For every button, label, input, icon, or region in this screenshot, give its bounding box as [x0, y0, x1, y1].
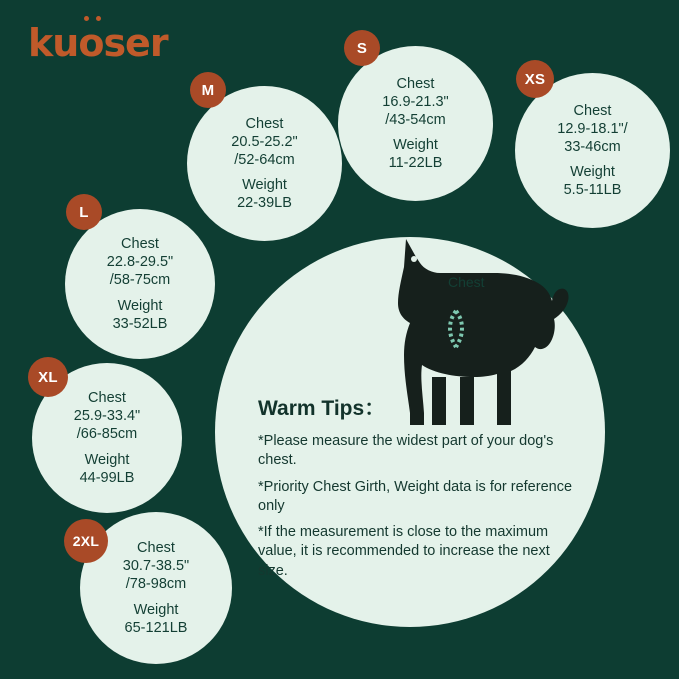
size-bubble-l-chest-cm: /58-75cm — [109, 272, 171, 289]
size-badge-xs — [516, 60, 554, 98]
size-bubble-2xl-chest-in: 30.7-38.5" — [122, 558, 190, 575]
size-bubble-xl-chest-in: 25.9-33.4" — [73, 408, 141, 425]
size-bubble-m — [187, 86, 342, 241]
size-badge-s-label: S — [356, 39, 368, 57]
size-bubble-s-weight: 11-22LB — [388, 155, 443, 172]
size-bubble-l — [65, 209, 215, 359]
size-bubble-2xl-chest-label: Chest — [137, 540, 175, 557]
size-badge-xl-label: XL — [38, 368, 58, 386]
chest-callout-label: Chest — [448, 274, 485, 290]
size-bubble-l-weight-label: Weight — [117, 297, 163, 314]
size-bubble-s-weight-label: Weight — [393, 137, 438, 154]
size-bubble-s-chest-label: Chest — [396, 75, 435, 92]
size-bubble-xs-chest-label: Chest — [573, 102, 612, 119]
size-badge-xl — [28, 357, 68, 397]
size-badge-m — [190, 72, 226, 108]
warm-tips-title: Warm Tips： — [258, 397, 386, 420]
brand-logo-text-3: ser — [103, 21, 168, 65]
size-bubble-s-chest-cm: /43-54cm — [385, 111, 446, 128]
size-bubble-s — [338, 46, 493, 201]
size-badge-2xl — [64, 519, 108, 563]
warm-tips-item: *Please measure the widest part of your dog's chest. — [258, 433, 554, 469]
size-bubble-2xl-chest-cm: /78-98cm — [125, 576, 187, 593]
size-bubble-s-chest-in: 16.9-21.3" — [382, 93, 449, 110]
size-bubble-xs-weight: 5.5-11LB — [563, 182, 622, 199]
size-bubble-xl-weight: 44-99LB — [79, 469, 135, 486]
size-bubble-m-chest-label: Chest — [245, 115, 284, 132]
size-bubble-l-weight: 33-52LB — [112, 315, 168, 332]
size-bubble-xs-chest-cm: 33-46cm — [564, 138, 621, 155]
size-bubble-xs-weight-label: Weight — [570, 164, 615, 181]
size-bubble-m-chest-in: 20.5-25.2" — [231, 133, 298, 150]
warm-tips-list — [258, 432, 578, 581]
size-bubble-m-weight-label: Weight — [242, 177, 287, 194]
size-bubble-l-chest-label: Chest — [121, 236, 159, 253]
brand-logo — [28, 21, 168, 65]
size-badge-2xl-label: 2XL — [72, 533, 100, 549]
size-badge-xs-label: XS — [524, 70, 546, 88]
warm-tips-item: *Priority Chest Girth, Weight data is for reference only — [258, 478, 573, 514]
brand-logo-text-2: o — [78, 21, 104, 65]
warm-tips-section — [258, 392, 578, 588]
size-badge-l-label: L — [79, 203, 89, 221]
size-bubble-m-chest-cm: /52-64cm — [234, 151, 295, 168]
size-badge-l — [66, 194, 102, 230]
warm-tips-item: *If the measurement is close to the maximum value, it is recommended to increase the next size. — [258, 524, 550, 579]
size-bubble-l-chest-in: 22.8-29.5" — [106, 254, 174, 271]
size-bubble-xl-chest-label: Chest — [88, 390, 126, 407]
size-bubble-xl-chest-cm: /66-85cm — [76, 426, 138, 443]
size-badge-s — [344, 30, 380, 66]
size-bubble-2xl-weight-label: Weight — [133, 601, 179, 618]
size-bubble-xl-weight-label: Weight — [84, 451, 130, 468]
size-bubble-m-weight: 22-39LB — [237, 195, 292, 212]
size-bubble-xs-chest-in: 12.9-18.1"/ — [557, 120, 628, 137]
size-badge-m-label: M — [201, 81, 215, 99]
brand-logo-text-1: ku — [28, 21, 79, 65]
size-bubble-2xl-weight: 65-121LB — [124, 619, 188, 636]
